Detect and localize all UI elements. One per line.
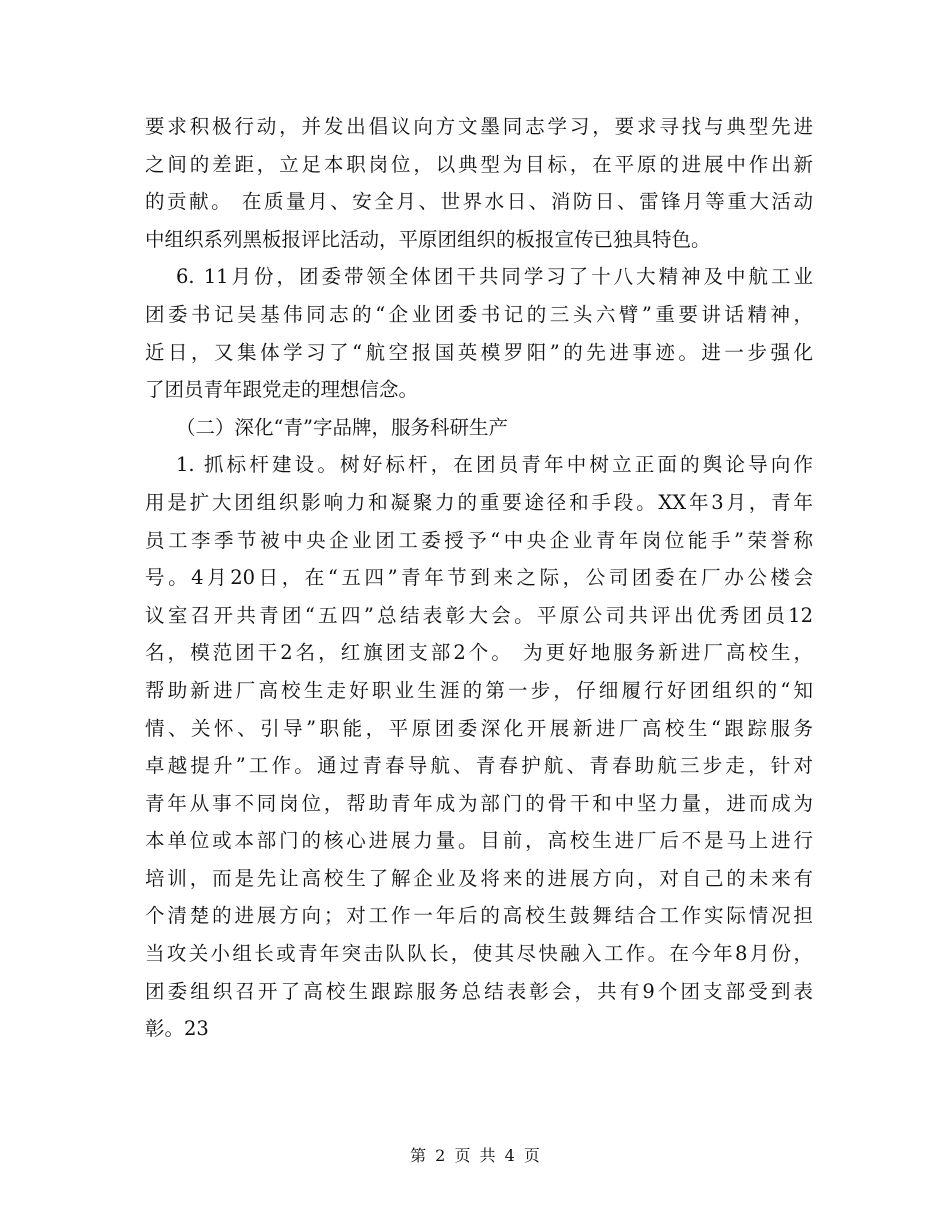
text-line: 议室召开共青团“五四”总结表彰大会。平原公司共评出优秀团员12	[145, 603, 813, 627]
text-line: 的贡献。 在质量月、安全月、世界水日、消防日、雷锋月等重大活动	[145, 190, 813, 214]
text-line: 1. 抓标杆建设。树好标杆，在团员青年中树立正面的舆论导向作	[176, 453, 813, 477]
section-heading: （二）深化“青”字品牌，服务科研生产	[176, 415, 508, 439]
text-line: 青年从事不同岗位，帮助青年成为部门的骨干和中坚力量，进而成为	[145, 791, 813, 815]
text-line: 个清楚的进展方向；对工作一年后的高校生鼓舞结合工作实际情况担	[145, 904, 813, 928]
text-line: 当攻关小组长或青年突击队队长，使其尽快融入工作。在今年8月份，	[145, 942, 813, 966]
text-line: 卓越提升”工作。通过青春导航、青春护航、青春助航三步走，针对	[145, 754, 813, 778]
text-line: 近日，又集体学习了“航空报国英模罗阳”的先进事迹。进一步强化	[145, 340, 813, 364]
document-body	[145, 108, 813, 1048]
text-line: 情、关怀、引导”职能，平原团委深化开展新进厂高校生“跟踪服务	[145, 716, 813, 740]
text-line: 员工李季节被中央企业团工委授予“中央企业青年岗位能手”荣誉称	[145, 528, 813, 552]
text-line: 6. 11月份，团委带领全体团干共同学习了十八大精神及中航工业	[176, 265, 813, 289]
text-line: 要求积极行动，并发出倡议向方文墨同志学习，要求寻找与典型先进	[145, 115, 813, 138]
page-number-footer: 第 2 页 共 4 页	[410, 1146, 540, 1165]
text-line: 帮助新进厂高校生走好职业生涯的第一步，仔细履行好团组织的“知	[145, 678, 813, 702]
text-line: 号。4月20日，在“五四”青年节到来之际，公司团委在厂办公楼会	[145, 566, 813, 590]
text-line: 本单位或本部门的核心进展力量。目前，高校生进厂后不是马上进行	[145, 829, 813, 853]
text-line: 团委书记吴基伟同志的“企业团委书记的三头六臂”重要讲话精神，	[145, 302, 813, 326]
text-line: 之间的差距，立足本职岗位，以典型为目标，在平原的进展中作出新	[145, 152, 813, 176]
text-line: 彰。23	[145, 1017, 209, 1041]
text-line: 中组织系列黑板报评比活动，平原团组织的板报宣传已独具特色。	[145, 227, 711, 251]
text-line: 培训，而是先让高校生了解企业及将来的进展方向，对自己的未来有	[145, 866, 813, 890]
text-line: 用是扩大团组织影响力和凝聚力的重要途径和手段。XX年3月，青年	[145, 490, 813, 514]
text-line: 了团员青年跟党走的理想信念。	[145, 378, 419, 402]
text-line: 名，模范团干2名，红旗团支部2个。 为更好地服务新进厂高校生，	[145, 641, 813, 665]
text-line: 团委组织召开了高校生跟踪服务总结表彰会，共有9个团支部受到表	[145, 979, 813, 1003]
